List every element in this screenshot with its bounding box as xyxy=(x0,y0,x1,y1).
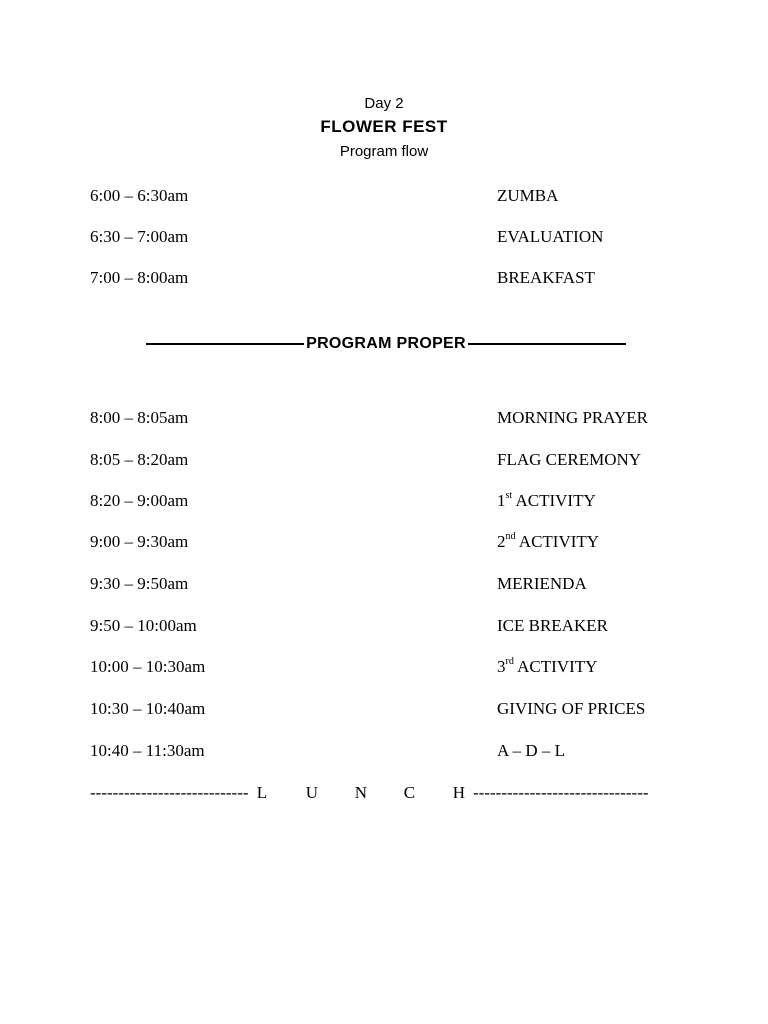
ordinal-suffix: rd xyxy=(505,656,514,668)
schedule-event: EVALUATION xyxy=(497,227,604,246)
schedule-row xyxy=(90,656,690,678)
program-proper-divider xyxy=(146,333,626,355)
lunch-letter: L xyxy=(256,783,268,802)
schedule-row xyxy=(90,407,690,429)
schedule-time: 8:20 – 9:00am xyxy=(90,491,189,510)
schedule-row xyxy=(90,267,690,289)
schedule-event xyxy=(497,656,597,678)
schedule-time: 9:50 – 10:00am xyxy=(90,616,197,635)
document-subtitle: Program flow xyxy=(339,143,429,160)
schedule-row xyxy=(90,615,690,637)
event-text: ACTIVITY xyxy=(515,532,600,551)
schedule-time: 9:30 – 9:50am xyxy=(90,574,189,593)
schedule-event: GIVING OF PRICES xyxy=(497,699,646,718)
day-label: Day 2 xyxy=(364,95,404,112)
schedule-event: A – D – L xyxy=(497,741,565,760)
schedule-event: ICE BREAKER xyxy=(497,616,608,635)
schedule-time: 10:00 – 10:30am xyxy=(90,657,206,676)
event-text: ACTIVITY xyxy=(512,491,596,510)
document-title: FLOWER FEST xyxy=(320,117,448,136)
schedule-row xyxy=(90,698,690,720)
divider-rule-left xyxy=(146,343,304,345)
schedule-time: 6:00 – 6:30am xyxy=(90,186,189,205)
ordinal-suffix: st xyxy=(505,490,513,502)
ordinal-number: 3 xyxy=(497,657,506,676)
event-text: ACTIVITY xyxy=(513,657,598,676)
schedule-row xyxy=(90,226,690,248)
schedule-event: MERIENDA xyxy=(497,574,587,593)
lunch-letter: N xyxy=(354,783,368,802)
ordinal-suffix: nd xyxy=(505,531,516,543)
schedule-time: 6:30 – 7:00am xyxy=(90,227,189,246)
ordinal-number: 2 xyxy=(497,532,506,551)
ordinal-number: 1 xyxy=(497,491,506,510)
lunch-divider xyxy=(90,782,660,804)
lunch-dashes-right: ------------------------------- xyxy=(473,783,649,802)
schedule-event: BREAKFAST xyxy=(497,268,595,287)
schedule-time: 8:05 – 8:20am xyxy=(90,450,189,469)
lunch-letter: H xyxy=(452,783,466,802)
lunch-letter: U xyxy=(305,783,319,802)
schedule-time: 10:40 – 11:30am xyxy=(90,741,205,760)
schedule-row xyxy=(90,185,690,207)
schedule-row xyxy=(90,449,690,471)
schedule-time: 10:30 – 10:40am xyxy=(90,699,206,718)
schedule-row xyxy=(90,740,690,762)
schedule-event xyxy=(497,531,599,553)
schedule-row xyxy=(90,573,690,595)
lunch-letter: C xyxy=(403,783,416,802)
schedule-time: 9:00 – 9:30am xyxy=(90,532,189,551)
divider-rule-right xyxy=(468,343,626,345)
schedule-row xyxy=(90,531,690,553)
lunch-dashes-left: ---------------------------- xyxy=(90,783,249,802)
schedule-event: FLAG CEREMONY xyxy=(497,450,642,469)
schedule-time: 7:00 – 8:00am xyxy=(90,268,189,287)
schedule-time: 8:00 – 8:05am xyxy=(90,408,189,427)
schedule-row xyxy=(90,490,690,512)
schedule-event: ZUMBA xyxy=(497,186,559,205)
program-proper-label: PROGRAM PROPER xyxy=(306,335,466,352)
schedule-event: MORNING PRAYER xyxy=(497,408,648,427)
schedule-event xyxy=(497,490,596,512)
